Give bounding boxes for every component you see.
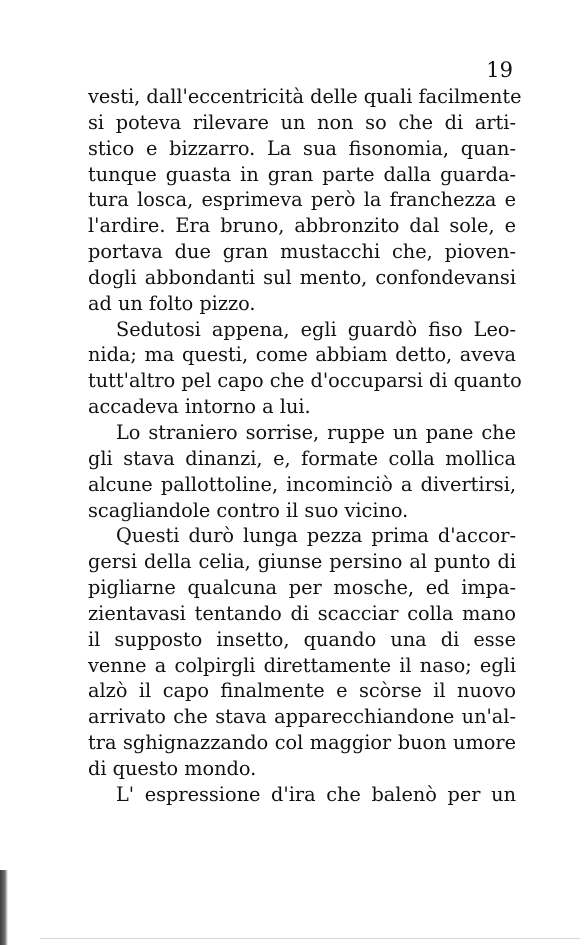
text-line: tra sghignazzando col maggior buon umore: [88, 731, 516, 755]
paragraph-start-line: Sedutosi appena, egli guardò fiso Leo-: [116, 317, 516, 341]
text-line: vesti, dall'eccentricità delle quali facilmente: [88, 85, 522, 108]
text-line: pigliarne qualcuna per mosche, ed impa-: [88, 576, 516, 600]
text-line: gersi della celia, giunse persino al punto di: [88, 550, 516, 574]
text-line: tunque guasta in gran parte dalla guarda-: [88, 162, 516, 186]
text-line: tura losca, esprimeva però la franchezza e: [88, 188, 516, 212]
paragraph-start-line: Questi durò lunga pezza prima d'accor-: [116, 524, 516, 548]
text-line: si poteva rilevare un non so che di arti-: [88, 110, 516, 134]
paragraph-end-line: scagliandole contro il suo vicino.: [88, 498, 409, 522]
text-line: arrivato che stava apparecchiandone un'al-: [88, 705, 516, 729]
page-number: 19: [486, 58, 513, 82]
paragraph-end-line: accadeva intorno a lui.: [88, 395, 311, 419]
text-line: venne a colpirgli direttamente il naso; egli: [88, 653, 516, 677]
text-line: alzò il capo finalmente e scòrse il nuovo: [88, 679, 516, 703]
paragraph-start-line: L' espressione d'ira che balenò per un: [116, 782, 516, 806]
page-bottom-edge: [40, 938, 580, 939]
text-line: gli stava dinanzi, e, formate colla mollica: [88, 446, 516, 470]
text-line: portava due gran mustacchi che, pioven-: [88, 240, 516, 264]
text-line: tutt'altro pel capo che d'occuparsi di quanto: [88, 369, 522, 393]
paragraph-end-line: di questo mondo.: [88, 756, 257, 780]
text-line: zientavasi tentando di scacciar colla mano: [88, 601, 516, 625]
body-text: [88, 84, 522, 808]
text-line: l'ardire. Era bruno, abbronzito dal sole, e: [88, 214, 516, 238]
text-line: dogli abbondanti sul mento, confondevansi: [88, 265, 516, 289]
paragraph-end-line: ad un folto pizzo.: [88, 291, 256, 315]
page-binding-edge: [0, 870, 8, 945]
text-line: il supposto insetto, quando una di esse: [88, 627, 516, 651]
text-line: alcune pallottoline, incominciò a divertirsi,: [88, 472, 516, 496]
paragraph-start-line: Lo straniero sorrise, ruppe un pane che: [116, 420, 516, 444]
text-line: nida; ma questi, come abbiam detto, aveva: [88, 343, 516, 367]
text-line: stico e bizzarro. La sua fisonomia, quan-: [88, 136, 516, 160]
